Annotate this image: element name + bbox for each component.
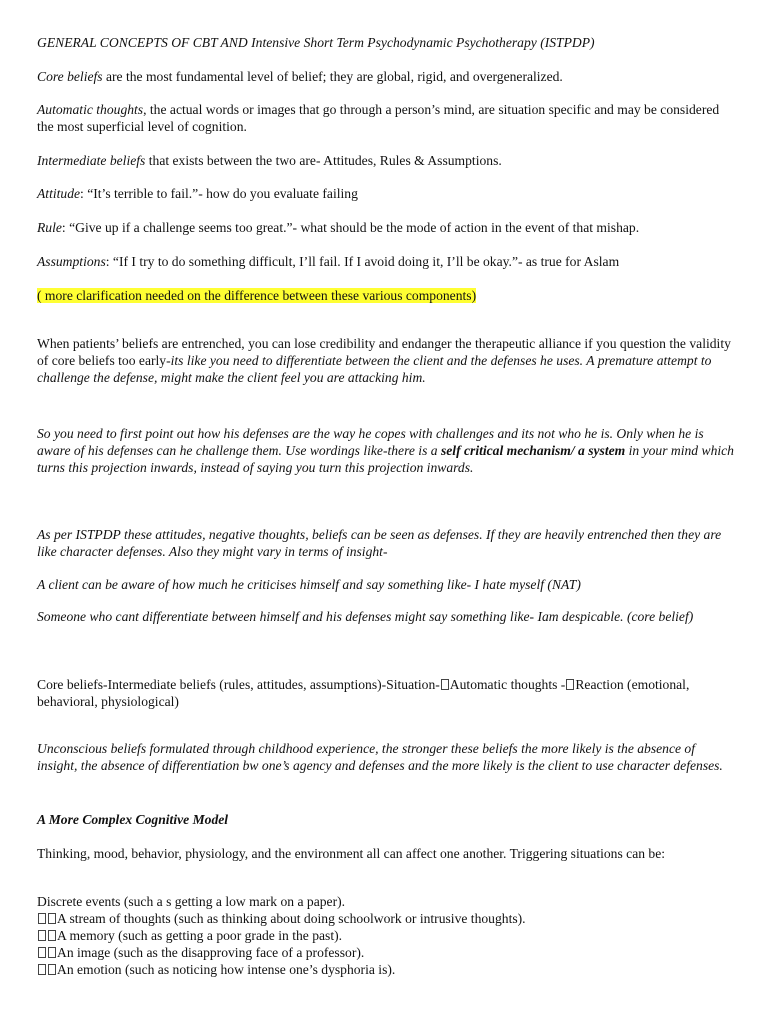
core-beliefs-text: are the most fundamental level of belief; they are global, rigid, and overgeneralized. [102,69,563,84]
cant-differentiate-paragraph: Someone who cant differentiate between himself and his defenses might say something like- Iam despicable. (core belief) [37,609,694,624]
point-out-bold: self critical mechanism/ a system [440,443,626,458]
intermediate-beliefs-text: that exists between the two are- Attitudes, Rules & Assumptions. [145,153,502,168]
core-beliefs-term: Core beliefs [37,69,103,84]
point-out-part-1: So you need to first point out how his defenses are the way he copes with challenges and its not who he is. Only when he is aware of his defenses can he challenge them. Use wordings like-there is a [37,426,704,458]
thinking-mood-paragraph: Thinking, mood, behavior, physiology, and the environment all can affect one another. Triggering situations can be: [37,846,666,861]
entrenched-plain-text: When patients’ beliefs are entrenched, you can lose credibility and endanger the therapeutic alliance if you question the validity of core beliefs too early- [37,336,731,368]
entrenched-paragraph [37,335,737,386]
automatic-thoughts-text: , the actual words or images that go through a person’s mind, are situation specific and may be considered the most superficial level of cognition. [37,102,720,134]
automatic-thoughts-paragraph [37,101,737,135]
entrenched-italic-text: its like you need to differentiate between the client and the defenses he uses. A premature attempt to challenge the defense, might make the client feel you are attacking him. [37,353,712,385]
unconscious-beliefs-paragraph: Unconscious beliefs formulated through childhood experience, the stronger these beliefs the more likely is the absence of insight, the absence of differentiation bw one’s agency and defenses and the more likely is the client to use character defenses. [37,741,723,773]
intermediate-beliefs-term: Intermediate beliefs [37,153,146,168]
assumptions-text: : “If I try to do something difficult, I’ll fail. If I avoid doing it, I’ll be okay.”- as true for Aslam [105,254,620,269]
attitude-text: : “It’s terrible to fail.”- how do you evaluate failing [80,186,358,201]
assumptions-term: Assumptions [37,254,106,269]
trigger-text: A stream of thoughts (such as thinking about doing schoolwork or intrusive thoughts). [57,911,526,926]
automatic-thoughts-term: Automatic thoughts [37,102,144,117]
attitude-term: Attitude [37,186,81,201]
point-out-part-2: in your mind which turns this projection inwards, instead of saying you turn this projection inwards. [37,443,734,475]
list-item [37,893,737,910]
client-aware-paragraph: A client can be aware of how much he criticises himself and say something like- I hate myself (NAT) [37,577,581,592]
model-chain-paragraph [37,676,737,710]
point-out-paragraph [37,425,737,476]
assumptions-paragraph [37,253,737,270]
bullet-placeholder-icon [48,964,56,975]
model-chain-part-3: Reaction (emotional, behavioral, physiological) [37,677,690,709]
rule-term: Rule [37,220,62,235]
bullet-placeholder-icon [48,947,56,958]
model-chain-part-1: Core beliefs-Intermediate beliefs (rules, attitudes, assumptions)-Situation- [37,677,440,692]
arrow-placeholder-icon [441,679,449,690]
list-item [37,927,737,944]
core-beliefs-paragraph [37,68,737,85]
highlighted-note-text: ( more clarification needed on the difference between these various components) [37,288,477,303]
list-item [37,961,737,978]
trigger-text: A memory (such as getting a poor grade in the past). [57,928,343,943]
complex-model-title: A More Complex Cognitive Model [37,812,229,827]
trigger-text: An emotion (such as noticing how intense one’s dysphoria is). [57,962,396,977]
bullet-placeholder-icon [38,913,46,924]
model-chain-part-2: Automatic thoughts - [449,677,566,692]
triggers-list [37,893,737,978]
heading-part-2: Intensive Short Term Psychodynamic Psychotherapy (ISTPDP) [251,35,595,50]
rule-text: : “Give up if a challenge seems too great.”- what should be the mode of action in the event of that mishap. [61,220,640,235]
document-heading [37,34,737,51]
trigger-text: An image (such as the disapproving face of a professor). [57,945,365,960]
bullet-placeholder-icon [38,947,46,958]
rule-paragraph [37,219,737,236]
list-item [37,944,737,961]
attitude-paragraph [37,185,737,202]
heading-part-1: GENERAL CONCEPTS OF CBT AND [37,35,252,50]
bullet-placeholder-icon [38,964,46,975]
trigger-text: Discrete events (such a s getting a low mark on a paper). [37,894,346,909]
highlighted-note [37,287,737,304]
istpdp-defenses-paragraph: As per ISTPDP these attitudes, negative thoughts, beliefs can be seen as defenses. If they are heavily entrenched then they are like character defenses. Also they might vary in terms of insight- [37,527,722,559]
bullet-placeholder-icon [48,930,56,941]
bullet-placeholder-icon [48,913,56,924]
list-item [37,910,737,927]
bullet-placeholder-icon [38,930,46,941]
arrow-placeholder-icon [566,679,574,690]
intermediate-beliefs-paragraph [37,152,737,169]
